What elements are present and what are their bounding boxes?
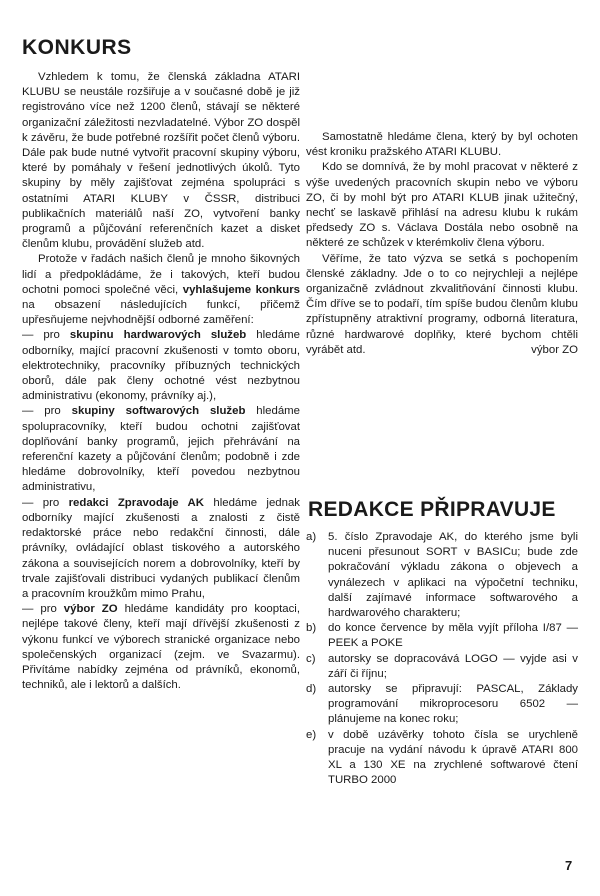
list-item: [306, 530, 578, 621]
list-item-text: do konce července by měla vyjít příloha I/87 — PEEK a POKE: [328, 622, 578, 650]
p5-text: Věříme, že tato výzva se setká s pochopením členské základny. Jde o to co nejrychleji a nejlépe organizačně zvládnout zkvalitňování činnosti klubu. Čím dříve se to podaří, tím spíše budou členům klubu zpřístupněny atraktivní programy, odborná literatura, různé hardwarové doplňky, které bychom chtěli vyrábět atd.: [306, 252, 578, 356]
list-marker: d): [306, 683, 317, 696]
dash-prefix: — pro: [22, 329, 70, 342]
list-item-text: autorsky se připravují: PASCAL, Základy programování mikroprocesoru 6502 — plánujeme na konec roku;: [328, 683, 578, 726]
dash-vybor-text: hledáme kandidáty pro kooptaci, nejlépe takové členy, kteří mají dřívější zkušenosti z výkonu funkcí ve výborech stranické organizace nebo společenských organizací (zejm. ve Svazarmu). Přivítáme nabídky zejména od právníků, ekonomů, techniků, ale i lektorů a dalších.: [22, 603, 300, 692]
list-item: [306, 652, 578, 682]
konkurs-body-left: [22, 70, 300, 693]
redakce-list: [306, 530, 578, 788]
dash-redakce-text: hledáme jednak odborníky mající zkušenosti a znalosti z čistě redaktorské práce nebo redakční činnosti, dále právníky, ovládající oblast tiskového a autorského zákona a souvisejících norem a dobrovolníky, kteří by trvale zajišťovali distribuci vydaných publikací členům a pracovním kroužkům mimo Prahu,: [22, 496, 301, 600]
list-item-text: v době uzávěrky tohoto čísla se urychleně pracuje na vydání návodu k úpravě ATARI 800 XL a 130 XE na zrychlené softwarové čtení TURBO 2000: [328, 728, 578, 787]
dash-item-redakce: [22, 496, 300, 602]
list-item: [306, 728, 578, 789]
list-marker: e): [306, 728, 317, 741]
dash-software-text: hledáme spolupracovníky, kteří budou ochotni zajišťovat doplňování banky programů, jejich přehrávání na referenční kazety a půjčování členům; podobně i zde hledáme dobrovolníky, kteří povedou nezbytnou administrativu,: [22, 405, 301, 494]
list-item: [306, 621, 578, 651]
dash-prefix: — pro: [22, 603, 64, 616]
dash-prefix: — pro: [22, 496, 69, 509]
konkurs-heading: KONKURS: [22, 36, 132, 59]
konkurs-paragraph-2: [22, 252, 300, 328]
signature: výbor ZO: [531, 343, 578, 356]
dash-vybor-title: výbor ZO: [63, 603, 118, 616]
redakce-heading: REDAKCE PŘIPRAVUJE: [308, 498, 556, 521]
konkurs-paragraph-1: Vzhledem k tomu, že členská základna ATARI KLUBU se neustále rozšiřuje a v současné době je již registrováno více než 1200 členů, stávají se některé organizační záležitosti nezvladatelné. Výbor ZO dospěl k závěru, že bude potřebné rozšířit počet členů výboru. Dále pak bude nutné vytvořit pracovní skupiny výboru, které by pomáhaly v řešení jednotlivých úkolů. Tyto skupiny by měly zajišťovat zejména spolupráci s ostatními ATARI KLUBY v ČSSR, distribuci publikačních materiálů naší ZO, vytvoření banky programů a půjčování referenčních kazet a disket členům klubu, provádění služeb atd.: [22, 71, 300, 251]
dash-software-title: skupiny softwarových služeb: [71, 405, 246, 418]
konkurs-paragraph-3: Samostatně hledáme člena, který by byl ochoten vést kroniku pražského ATARI KLUBU.: [306, 131, 578, 159]
dash-item-vybor: [22, 602, 300, 693]
p2-text-c: na obsazení následujících funkcí, přičemž upřesňujeme nejvhodnější odborné zaměření:: [22, 299, 300, 327]
list-item-text: autorsky se dopracovává LOGO — vyjde asi v září či říjnu;: [328, 652, 578, 680]
page-number: 7: [565, 858, 573, 873]
dash-item-software: [22, 404, 300, 495]
konkurs-paragraph-5: [306, 252, 578, 358]
dash-redakce-title: redakci Zpravodaje AK: [68, 496, 205, 509]
list-marker: b): [306, 622, 317, 635]
konkurs-paragraph-4: Kdo se domnívá, že by mohl pracovat v některé z výše uvedených pracovních skupin nebo ve výboru ZO, či by mohl být pro ATARI KLUB jinak užitečný, nechť se laskavě přihlásí na adresu klubu k rukám předsedy ZO s. Václava Dostála nebo osobně na některé ze schůzek v kterémkoliv člena výboru.: [306, 161, 578, 250]
list-marker: a): [306, 531, 317, 543]
list-item: [306, 682, 578, 728]
dash-hardware-text: hledáme odborníky, mající pracovní zkušenosti v tomto oboru, elektrotechniky, pracovníky příbuzných technických oborů, dále pak členy ochotné vést nezbytnou administrativu (ekonomy, právníky aj.),: [22, 329, 300, 403]
p2-emphasis: vyhlašujeme konkurs: [182, 283, 300, 296]
dash-item-hardware: [22, 328, 300, 404]
p2-text-a: Protože v řadách našich členů je mnoho šikovných lidí a předpokládáme, že i takových, kteří budou ochotni pomoci společné věci,: [22, 253, 300, 296]
dash-hardware-title: skupinu hardwarových služeb: [69, 329, 247, 342]
dash-prefix: — pro: [22, 405, 72, 418]
konkurs-body-right: [306, 130, 578, 358]
list-marker: c): [306, 652, 316, 665]
list-item-text: 5. číslo Zpravodaje AK, do kterého jsme byli nuceni přesunout SORT v BASICu; bude zde pokračování výkladu zákona o objevech a vynálezech v aplikaci na výpočetní techniku, další zajímavé informace softwarového a hardwarového charakteru;: [328, 531, 578, 620]
